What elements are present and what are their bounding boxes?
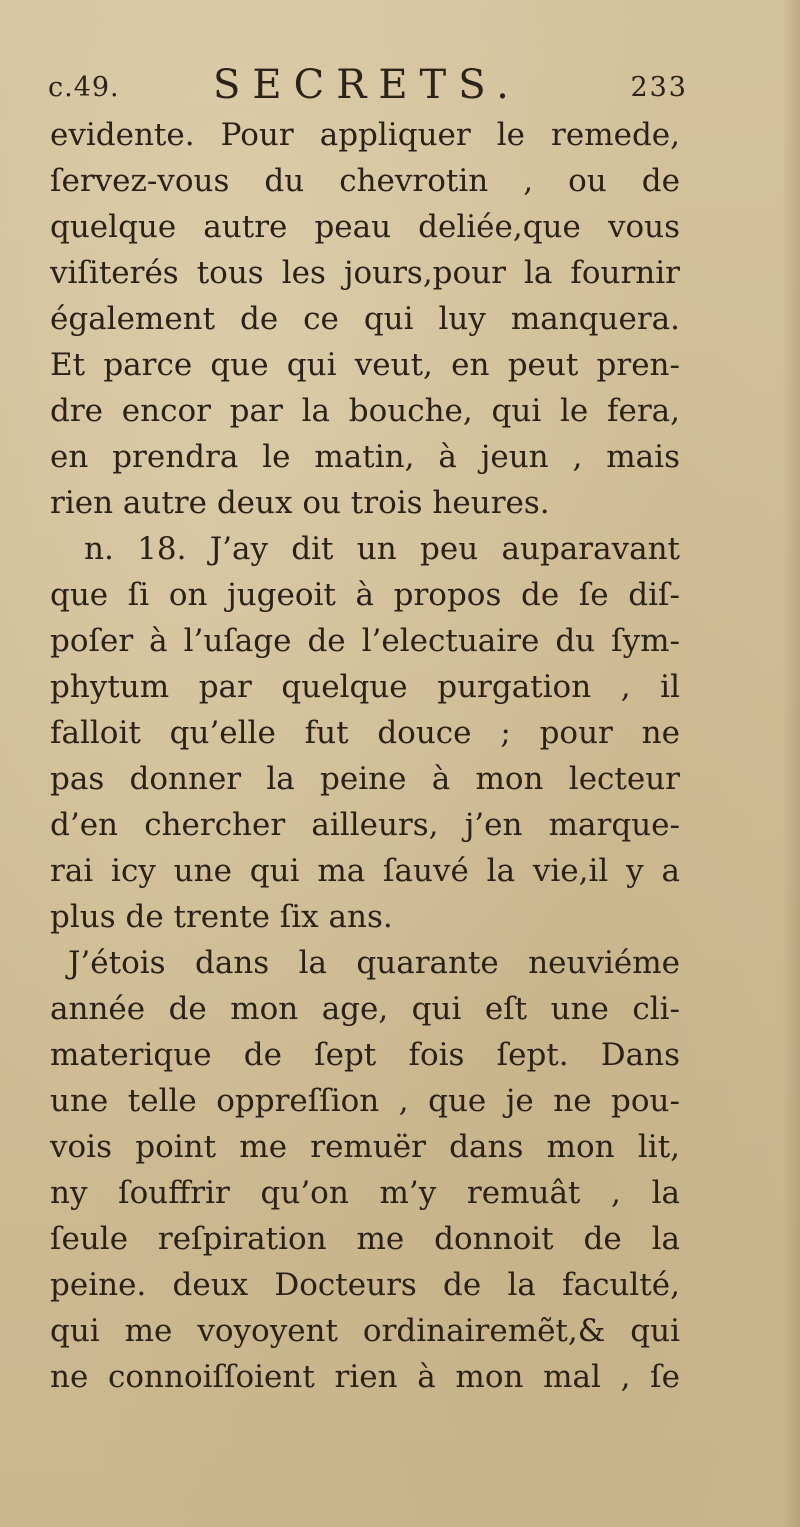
text-line: Et parce que qui veut, en peut pren- bbox=[50, 347, 680, 383]
text-line: rien autre deux ou trois heures. bbox=[50, 485, 550, 521]
text-line: que ſi on jugeoit à propos de ſe diſ- bbox=[50, 577, 680, 613]
text-line: également de ce qui luy manquera. bbox=[50, 301, 680, 337]
running-title: SECRETS. bbox=[213, 62, 521, 108]
text-line: année de mon age, qui eſt une cli- bbox=[50, 991, 680, 1027]
text-line: ny ſouffrir qu’on m’y remuât , la bbox=[50, 1175, 680, 1211]
text-line: quelque autre peau deliée,que vous bbox=[50, 209, 680, 245]
text-line: ſervez-vous du chevrotin , ou de bbox=[50, 163, 680, 199]
paragraph-start-line: J’étois dans la quarante neuviéme bbox=[68, 945, 680, 981]
text-line: peine. deux Docteurs de la faculté, bbox=[50, 1267, 680, 1303]
text-line: dre encor par la bouche, qui le fera, bbox=[50, 393, 680, 429]
text-line: une telle oppreſſion , que je ne pou- bbox=[50, 1083, 680, 1119]
text-line: en prendra le matin, à jeun , mais bbox=[50, 439, 680, 475]
text-line: pas donner la peine à mon lecteur bbox=[50, 761, 680, 797]
body-text bbox=[50, 112, 680, 1400]
paragraph-start-line: n. 18. J’ay dit un peu auparavant bbox=[84, 531, 680, 567]
page-number: 233 bbox=[630, 72, 688, 103]
text-line: ſeule reſpiration me donnoit de la bbox=[50, 1221, 680, 1257]
text-line: rai icy une qui ma ſauvé la vie,il y a bbox=[50, 853, 680, 889]
text-line: viſiterés tous les jours,pour la fournir bbox=[50, 255, 680, 291]
page-edge-shadow bbox=[782, 0, 800, 1527]
text-line: poſer à l’uſage de l’electuaire du ſym- bbox=[50, 623, 680, 659]
text-line: vois point me remuër dans mon lit, bbox=[50, 1129, 680, 1165]
chapter-reference: c.49. bbox=[48, 72, 120, 103]
text-line: evidente. Pour appliquer le remede, bbox=[50, 117, 680, 153]
text-line: d’en chercher ailleurs, j’en marque- bbox=[50, 807, 680, 843]
text-line: phytum par quelque purgation , il bbox=[50, 669, 680, 705]
page-header bbox=[48, 62, 688, 114]
text-line: materique de ſept fois ſept. Dans bbox=[50, 1037, 680, 1073]
text-line: falloit qu’elle fut douce ; pour ne bbox=[50, 715, 680, 751]
text-line: qui me voyoyent ordinairemẽt,& qui bbox=[50, 1313, 680, 1349]
text-line: plus de trente ſix ans. bbox=[50, 899, 393, 935]
text-line: ne connoiſſoient rien à mon mal , ſe bbox=[50, 1359, 680, 1395]
